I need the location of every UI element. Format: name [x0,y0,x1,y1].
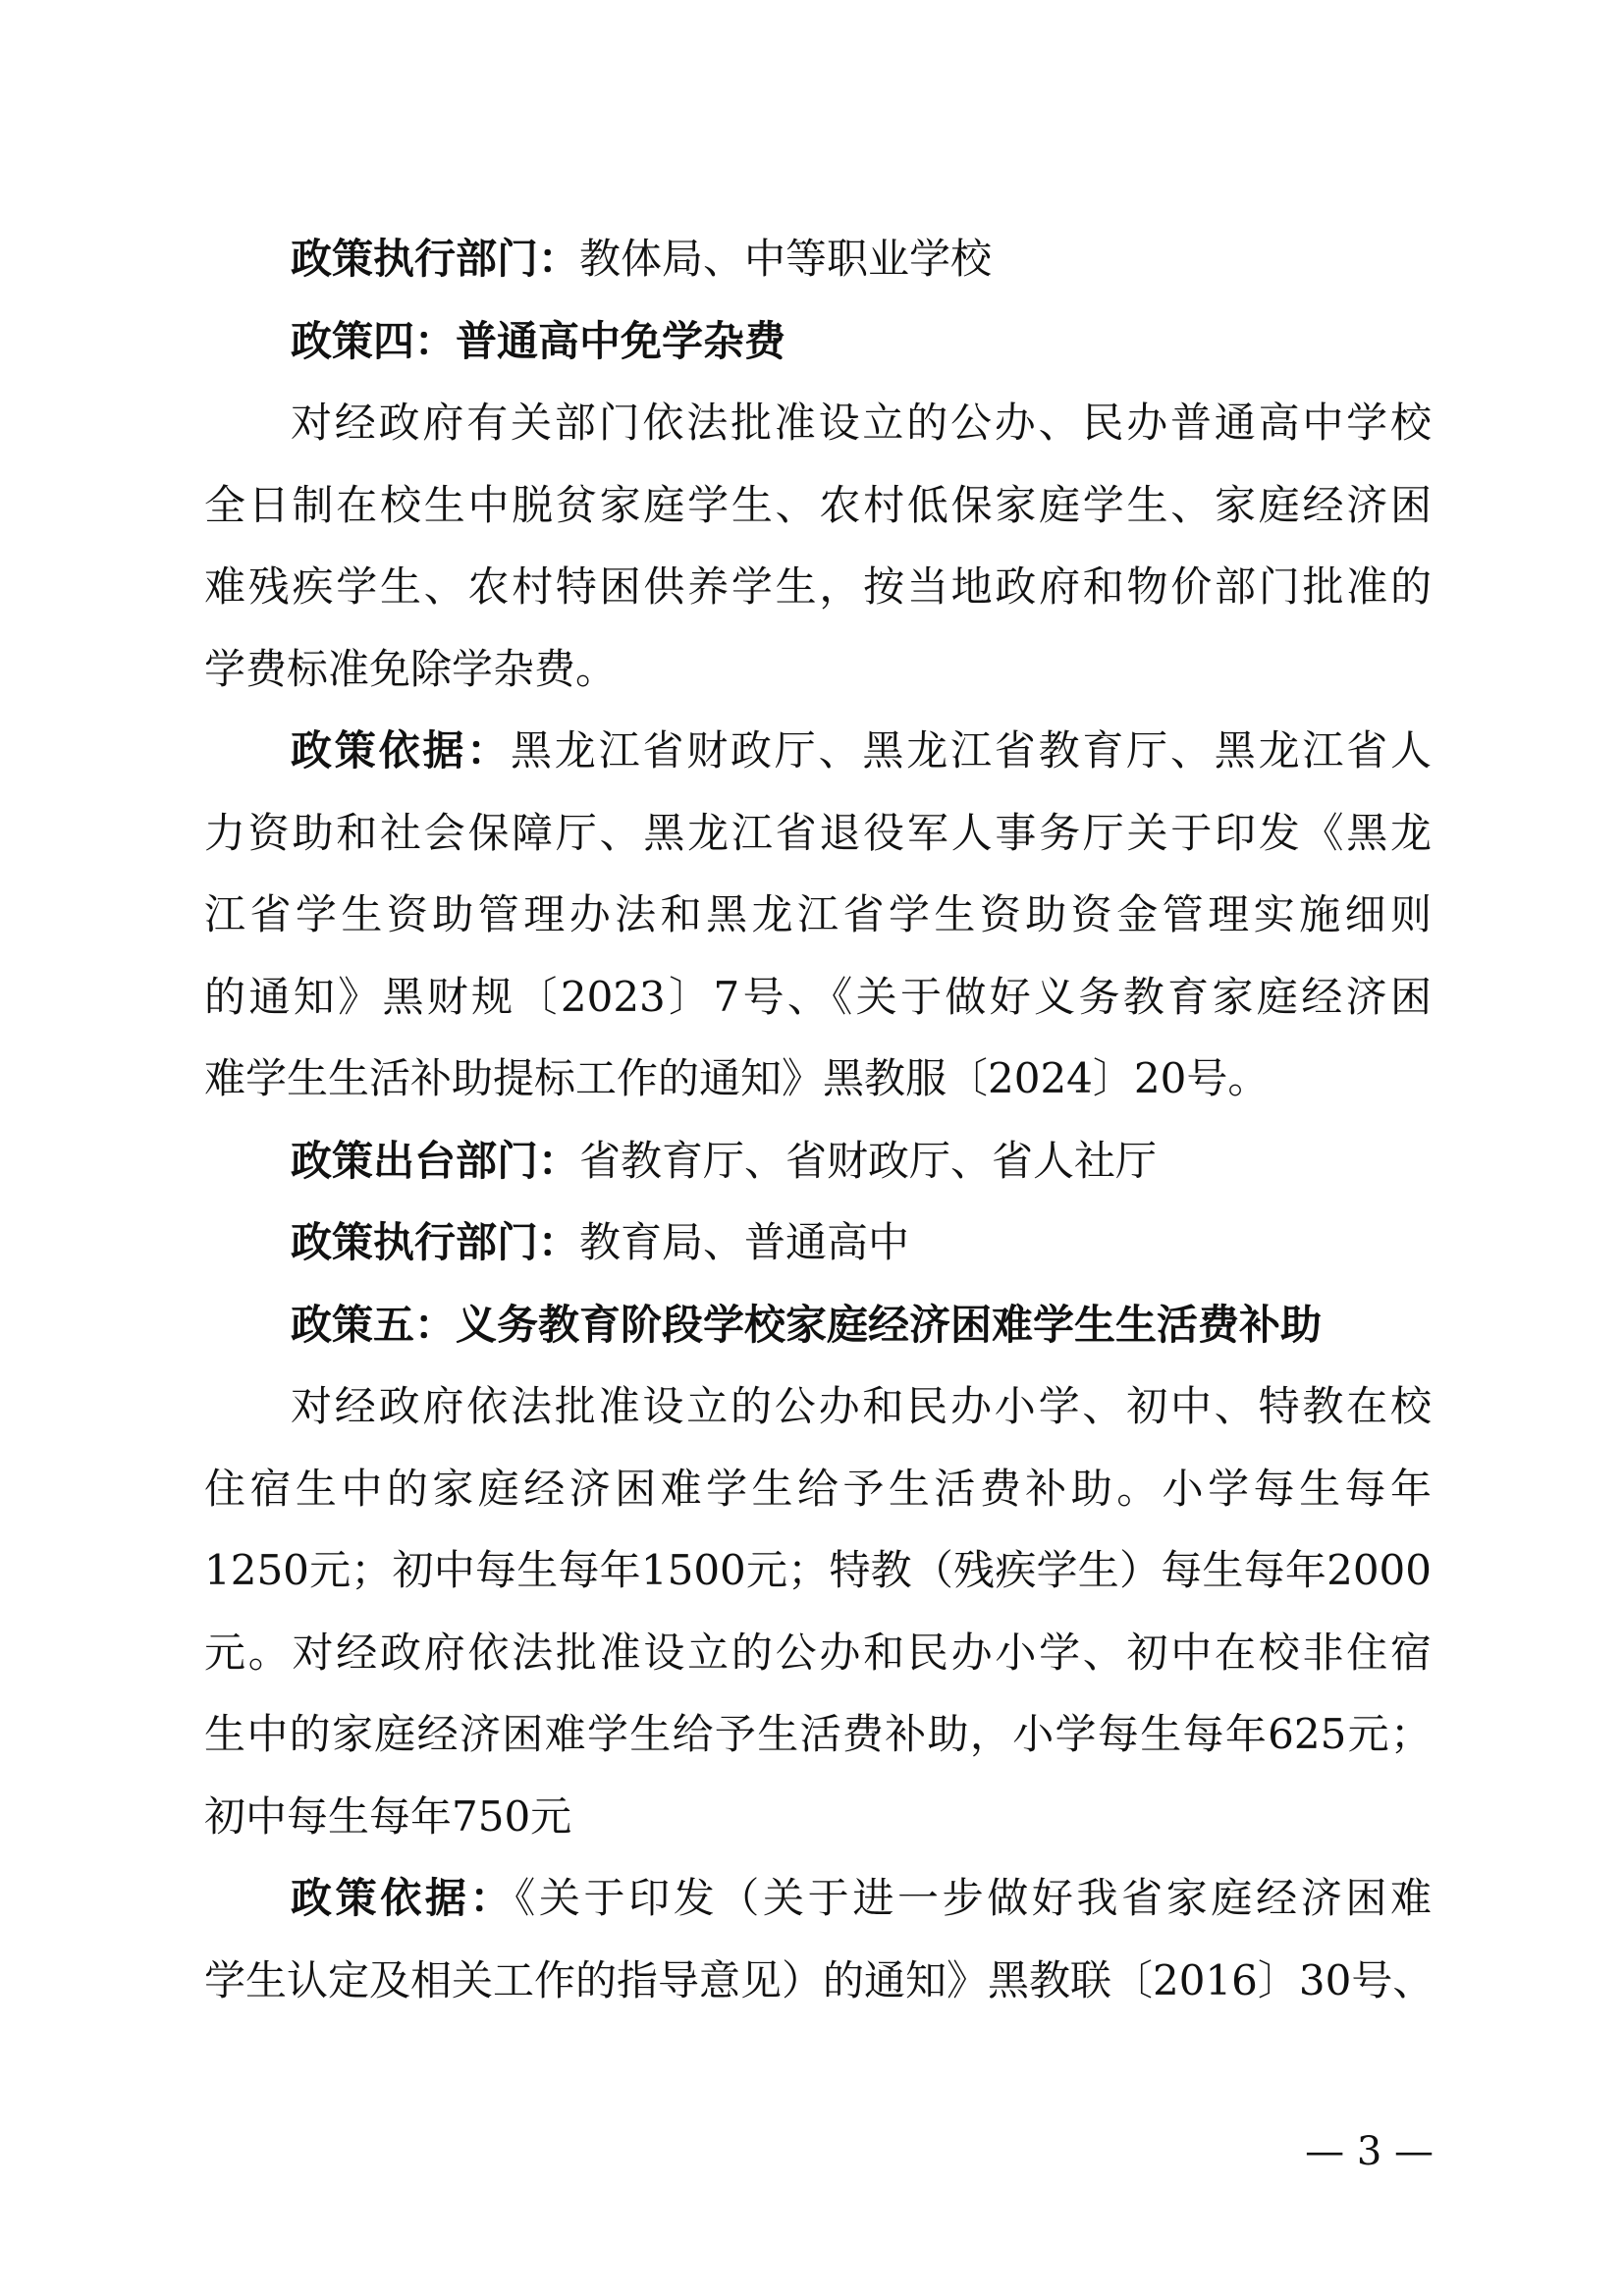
paragraph-line: 1250元；初中每生每年1500元；特教（残疾学生）每生每年2000 [204,1546,1432,1594]
field-label: 政策执行部门： [291,1218,580,1266]
paragraph-executing-dept-vocational [204,218,1432,300]
field-label: 政策执行部门： [291,235,580,283]
document-body [204,218,1435,2021]
field-value: 省教育厅、省财政厅、省人社厅 [579,1136,1158,1185]
field-label: 政策出台部门： [291,1136,580,1185]
paragraph-line: 住宿生中的家庭经济困难学生给予生活费补助。小学每生每年 [204,1464,1432,1513]
heading-policy-five: 政策五：义务教育阶段学校家庭经济困难学生生活费补助 [291,1300,1323,1349]
paragraph-line: 难残疾学生、农村特困供养学生，按当地政府和物价部门批准的 [204,562,1432,611]
paragraph-policy-basis-2 [204,1857,1432,1940]
paragraph-line: 全日制在校生中脱贫家庭学生、农村低保家庭学生、家庭经济困 [204,480,1432,529]
field-value: 黑龙江省财政厅、黑龙江省教育厅、黑龙江省人 [511,726,1432,774]
paragraph-line: 对经政府有关部门依法批准设立的公办、民办普通高中学校 [291,399,1432,447]
paragraph-line: 学生认定及相关工作的指导意见）的通知》黑教联〔2016〕30号、 [204,1955,1435,2004]
paragraph-line: 生中的家庭经济困难学生给予生活费补助，小学每生每年625元； [204,1710,1432,1758]
paragraph-line: 对经政府依法批准设立的公办和民办小学、初中、特教在校 [291,1382,1432,1430]
paragraph-line: 江省学生资助管理办法和黑龙江省学生资助资金管理实施细则 [204,890,1432,938]
field-label: 政策依据： [291,726,511,774]
paragraph-line: 难学生生活补助提标工作的通知》黑教服〔2024〕20号。 [204,1054,1270,1102]
paragraph-line: 元。对经政府依法批准设立的公办和民办小学、初中在校非住宿 [204,1628,1432,1677]
field-value: 教体局、中等职业学校 [579,235,993,283]
paragraph-policy-basis [204,710,1432,792]
page-number: — 3 — [1305,2129,1434,2174]
field-label: 政策依据： [291,1874,515,1922]
paragraph-issuing-dept [204,1120,1432,1202]
paragraph-line: 初中每生每年750元 [204,1791,572,1841]
field-value: 教育局、普通高中 [579,1218,910,1266]
paragraph-line: 学费标准免除学杂费。 [204,644,618,693]
field-value: 《关于印发（关于进一步做好我省家庭经济困难 [514,1874,1432,1922]
paragraph-line: 力资助和社会保障厅、黑龙江省退役军人事务厅关于印发《黑龙 [204,808,1432,857]
paragraph-line: 的通知》黑财规〔2023〕7号、《关于做好义务教育家庭经济困 [204,972,1432,1021]
heading-policy-four: 政策四：普通高中免学杂费 [291,316,786,365]
paragraph-executing-dept-highschool [204,1201,1432,1284]
